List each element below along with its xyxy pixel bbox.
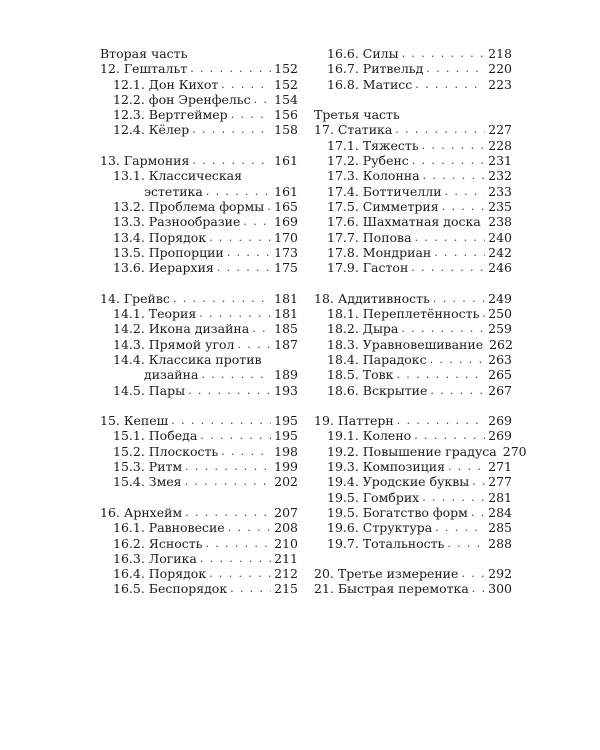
toc-section-entry[interactable]: [314, 428, 512, 443]
dot-leader: [217, 260, 271, 275]
page-number: 161: [274, 183, 298, 199]
dot-leader: [238, 337, 272, 352]
dot-leader: [433, 291, 485, 306]
toc-section-entry[interactable]: [314, 168, 512, 183]
dot-leader: [445, 184, 486, 199]
page-number: 223: [488, 76, 512, 92]
toc-chapter-group: [100, 61, 298, 137]
spacer: [314, 551, 512, 566]
toc-section-entry-continuation[interactable]: [100, 367, 298, 382]
entry-title: 13.5. Пропорции: [113, 244, 224, 260]
dot-leader: [482, 306, 485, 321]
page-number: 271: [488, 459, 512, 475]
page-number: 288: [488, 535, 512, 551]
dot-leader: [209, 230, 271, 245]
toc-section-entry[interactable]: [100, 168, 298, 183]
dot-leader: [412, 153, 485, 168]
entry-title: 17. Статика: [314, 122, 393, 138]
dot-leader: [397, 413, 485, 428]
toc-groups: [100, 61, 298, 596]
dot-leader: [243, 214, 271, 229]
entry-title: 12.1. Дон Кихот: [113, 76, 219, 92]
part-title: Вторая часть: [100, 46, 188, 61]
entry-title: 14.5. Пары: [113, 382, 186, 398]
page-number: 281: [488, 489, 512, 505]
entry-title: 16.8. Матисс: [327, 76, 413, 92]
page-number: 207: [274, 504, 298, 520]
page-number: 212: [274, 566, 298, 582]
toc-left-column: [100, 46, 298, 597]
page-number: 228: [488, 137, 512, 153]
toc-section-entry[interactable]: [314, 138, 512, 153]
entry-title: 15.2. Плоскость: [113, 443, 219, 459]
page-number: 238: [488, 214, 512, 230]
entry-title: 13.4. Порядок: [113, 229, 207, 245]
page-number: 211: [274, 550, 298, 566]
dot-leader: [442, 199, 485, 214]
entry-title: 17.4. Боттичелли: [327, 183, 442, 199]
toc-section-entry[interactable]: [100, 337, 298, 352]
entry-title: 12.4. Кёлер: [113, 122, 190, 138]
part-title: Третья часть: [314, 107, 400, 123]
entry-title: 16. Арнхейм: [100, 504, 183, 520]
dot-leader: [435, 520, 485, 535]
entry-title: 17.2. Рубенс: [327, 153, 409, 169]
toc-groups: [314, 122, 527, 597]
toc-section-entry[interactable]: [314, 199, 512, 214]
toc-section-entry[interactable]: [100, 107, 298, 122]
toc-section-entry[interactable]: [314, 321, 512, 336]
entry-title: 12. Гештальт: [100, 61, 188, 77]
dot-leader: [472, 474, 485, 489]
entry-title: 17.6. Шахматная доска: [327, 214, 481, 230]
toc-section-entry[interactable]: [100, 199, 298, 214]
dot-leader: [228, 520, 271, 535]
entry-title: 18.5. Товк: [327, 367, 394, 383]
spacer: [100, 275, 298, 290]
dot-leader: [254, 92, 272, 107]
dot-leader: [230, 581, 271, 596]
entry-title: 19. Паттерн: [314, 413, 394, 429]
dot-leader: [200, 428, 271, 443]
page-number: 246: [488, 260, 512, 276]
entry-title: 17.3. Колонна: [327, 168, 420, 184]
dot-leader: [430, 383, 485, 398]
dot-leader: [423, 168, 486, 183]
entry-title: 13.1. Классическая: [113, 168, 242, 184]
toc-chapter-group: [100, 505, 298, 597]
dot-leader: [411, 260, 485, 275]
page-number: 169: [274, 214, 298, 230]
page-number: 202: [274, 474, 298, 490]
entry-title: 16.5. Беспорядок: [113, 581, 228, 597]
page-number: 161: [274, 153, 298, 169]
toc-section-entry[interactable]: [100, 428, 298, 443]
entry-title: 19.1. Колено: [327, 428, 412, 444]
entry-title: 13. Гармония: [100, 153, 190, 169]
page-number: 210: [274, 535, 298, 551]
page-number: 269: [488, 428, 512, 444]
dot-leader: [192, 122, 271, 137]
dot-leader: [395, 122, 485, 137]
toc-section-entry[interactable]: [314, 214, 512, 229]
page-number: 249: [488, 290, 512, 306]
page-number: 262: [489, 336, 513, 352]
page-number: 269: [488, 413, 512, 429]
toc-section-entry[interactable]: [314, 61, 512, 76]
entry-title: 16.3. Логика: [113, 550, 197, 566]
entry-title: 16.6. Силы: [327, 46, 399, 61]
entry-title: 12.3. Вертгеймер: [113, 107, 228, 123]
page-number: 198: [274, 443, 298, 459]
toc-section-entry[interactable]: [314, 230, 512, 245]
page-number: 187: [274, 336, 298, 352]
dot-leader: [397, 367, 486, 382]
entry-title: 18.4. Парадокс: [327, 351, 427, 367]
toc-section-entry[interactable]: [314, 505, 512, 520]
dot-leader: [221, 444, 271, 459]
entry-title: 18.2. Дыра: [327, 321, 399, 337]
page-number: 218: [488, 46, 512, 61]
entry-title: 16.7. Ритвельд: [327, 61, 424, 77]
page-number: 263: [488, 351, 512, 367]
dot-leader: [227, 245, 271, 260]
entry-title: 17.1. Тяжесть: [327, 137, 419, 153]
entry-title: 17.8. Мондриан: [327, 244, 432, 260]
entry-title: 15.1. Победа: [113, 428, 198, 444]
toc-section-entry[interactable]: [100, 260, 298, 275]
toc-section-entry[interactable]: [100, 92, 298, 107]
entry-title: 19.5. Гомбрих: [327, 489, 420, 505]
entry-title: 17.5. Симметрия: [327, 198, 439, 214]
toc-section-entry[interactable]: [100, 306, 298, 321]
dot-leader: [461, 566, 485, 581]
page-number: 300: [488, 581, 512, 597]
dot-leader: [426, 61, 485, 76]
page-number: 152: [274, 61, 298, 77]
dot-leader: [447, 536, 485, 551]
page-number: 215: [274, 581, 298, 597]
toc-section-entry[interactable]: [314, 352, 512, 367]
page-number: 284: [488, 504, 512, 520]
page-number: 231: [488, 153, 512, 169]
toc-section-entry[interactable]: [314, 367, 512, 382]
dot-leader: [484, 214, 485, 229]
page-number: 285: [488, 520, 512, 536]
page-number: 227: [488, 122, 512, 138]
spacer: [314, 398, 512, 413]
toc-section-entry[interactable]: [100, 77, 298, 92]
page-number: 235: [488, 198, 512, 214]
toc-chapter-entry[interactable]: [100, 505, 298, 520]
entry-title: 19.7. Тотальность: [327, 535, 445, 551]
toc-chapter-entry[interactable]: [314, 122, 512, 137]
toc-chapter-group: [100, 413, 298, 489]
toc-section-entry[interactable]: [314, 459, 512, 474]
spacer: [314, 275, 512, 290]
toc-chapter-group: [314, 413, 527, 551]
page-number: 259: [488, 321, 512, 337]
entry-title: 19.5. Богатство форм: [327, 504, 468, 520]
entry-title: 15.3. Ритм: [113, 459, 183, 475]
entry-title: 16.1. Равновесие: [113, 520, 225, 536]
toc-chapter-entry[interactable]: [100, 153, 298, 168]
entry-title: 18.1. Переплетённость: [327, 306, 480, 322]
dot-leader: [401, 321, 485, 336]
toc-section-entry[interactable]: [314, 245, 512, 260]
spacer: [314, 92, 512, 107]
dot-leader: [221, 77, 271, 92]
toc-section-entry[interactable]: [100, 245, 298, 260]
dot-leader: [200, 551, 271, 566]
dot-leader: [185, 474, 272, 489]
spacer: [100, 490, 298, 505]
spacer: [100, 138, 298, 153]
page-number: 181: [274, 306, 298, 322]
page-number: 232: [488, 168, 512, 184]
entry-title: 18. Аддитивность: [314, 290, 430, 306]
toc-chapter-entry[interactable]: [314, 581, 512, 596]
dot-leader: [448, 459, 485, 474]
page-number: 193: [274, 382, 298, 398]
toc-section-entry[interactable]: [314, 260, 512, 275]
spacer: [100, 398, 298, 413]
toc-chapter-entry[interactable]: [100, 61, 298, 76]
toc-section-entry[interactable]: [100, 122, 298, 137]
toc-chapter-group: [100, 291, 298, 398]
page-number: 277: [488, 474, 512, 490]
dot-leader: [415, 230, 486, 245]
toc-continued-sections: [314, 46, 512, 92]
toc-section-entry[interactable]: [100, 214, 298, 229]
toc-section-entry[interactable]: [100, 474, 298, 489]
toc-section-entry[interactable]: [100, 230, 298, 245]
toc-section-entry[interactable]: [314, 46, 512, 61]
toc-section-entry[interactable]: [100, 581, 298, 596]
page-number: 152: [274, 76, 298, 92]
entry-title: 17.7. Попова: [327, 229, 412, 245]
dot-leader: [434, 245, 485, 260]
toc-section-entry[interactable]: [100, 383, 298, 398]
page-number: 158: [274, 122, 298, 138]
entry-title: 16.4. Порядок: [113, 566, 207, 582]
entry-title: 19.6. Структура: [327, 520, 433, 536]
entry-title: 13.6. Иерархия: [113, 260, 214, 276]
toc-section-entry[interactable]: [314, 536, 512, 551]
entry-title: 17.9. Гастон: [327, 260, 409, 276]
entry-title: 18.6. Вскрытие: [327, 382, 428, 398]
dot-leader: [199, 306, 271, 321]
dot-leader: [422, 490, 485, 505]
page-number: 199: [274, 459, 298, 475]
toc-chapter-group: [100, 153, 298, 275]
toc-chapter-entry[interactable]: [314, 566, 512, 581]
toc-section-entry[interactable]: [100, 520, 298, 535]
toc-section-entry[interactable]: [100, 352, 298, 367]
page-number: 250: [488, 306, 512, 322]
toc-section-entry[interactable]: [314, 383, 512, 398]
toc-section-entry[interactable]: [314, 306, 512, 321]
toc-chapter-group: [314, 122, 512, 275]
entry-title: 20. Третье измерение: [314, 566, 459, 582]
page-number: 270: [502, 443, 527, 459]
entry-title-continuation: эстетика: [144, 183, 203, 199]
page-number: 267: [488, 382, 512, 398]
dot-leader: [188, 383, 271, 398]
toc-chapter-entry[interactable]: [314, 291, 512, 306]
toc-chapter-group: [314, 291, 512, 398]
dot-leader: [206, 184, 271, 199]
toc-section-entry[interactable]: [100, 459, 298, 474]
dot-leader: [430, 352, 486, 367]
dot-leader: [185, 505, 271, 520]
dot-leader: [231, 107, 271, 122]
toc-chapter-entry[interactable]: [100, 291, 298, 306]
toc-section-entry[interactable]: [314, 443, 527, 459]
dot-leader: [472, 581, 485, 596]
dot-leader: [192, 153, 271, 168]
dot-leader: [471, 505, 485, 520]
entry-title: 19.2. Повышение градуса: [327, 443, 497, 459]
toc-right-column: [314, 46, 527, 597]
toc-section-entry[interactable]: [100, 444, 298, 459]
entry-title: 14.2. Икона дизайна: [113, 321, 250, 337]
entry-title: 13.3. Разнообразие: [113, 214, 241, 230]
toc-section-entry[interactable]: [314, 490, 512, 505]
page-number: 220: [488, 61, 512, 77]
dot-leader: [414, 428, 485, 443]
page-number: 173: [274, 244, 298, 260]
page-number: 154: [274, 91, 298, 107]
dot-leader: [415, 77, 485, 92]
page-number: 195: [274, 413, 298, 429]
dot-leader: [209, 566, 271, 581]
toc-section-entry[interactable]: [100, 551, 298, 566]
page-number: 242: [488, 244, 512, 260]
entry-title: 21. Быстрая перемотка: [314, 581, 469, 597]
entry-title: 14. Грейвс: [100, 290, 170, 306]
page-number: 181: [274, 290, 298, 306]
toc-chapter-entry[interactable]: [100, 413, 298, 428]
page-number: 185: [274, 321, 298, 337]
entry-title: 16.2. Ясность: [113, 535, 203, 551]
toc-section-entry[interactable]: [314, 77, 512, 92]
page-number: 265: [488, 367, 512, 383]
toc-section-entry[interactable]: [100, 566, 298, 581]
dot-leader: [190, 61, 271, 76]
toc-section-entry[interactable]: [314, 520, 512, 535]
entry-title: 14.4. Классика против: [113, 351, 262, 367]
page-number: 156: [274, 107, 298, 123]
page-number: 240: [488, 229, 512, 245]
page-number: 195: [274, 428, 298, 444]
toc-section-entry[interactable]: [100, 536, 298, 551]
toc-section-entry[interactable]: [314, 474, 512, 489]
page-number: 208: [274, 520, 298, 536]
entry-title: 13.2. Проблема формы: [113, 198, 265, 214]
entry-title: 19.3. Композиция: [327, 459, 445, 475]
entry-title: 14.1. Теория: [113, 306, 197, 322]
toc-chapter-group: [314, 566, 512, 597]
entry-title: 18.3. Уравновешивание: [327, 336, 484, 352]
page-number: 189: [274, 367, 298, 383]
entry-title: 15. Кепеш: [100, 413, 169, 429]
page-number: 165: [274, 198, 298, 214]
entry-title-continuation: дизайна: [144, 367, 199, 383]
page-number: 170: [274, 229, 298, 245]
dot-leader: [422, 138, 486, 153]
entry-title: 19.4. Уродские буквы: [327, 474, 470, 490]
page-number: 175: [274, 260, 298, 276]
dot-leader: [171, 413, 271, 428]
page-number: 292: [488, 566, 512, 582]
dot-leader: [402, 46, 486, 61]
toc-section-entry[interactable]: [314, 153, 512, 168]
page-number: 233: [488, 183, 512, 199]
dot-leader: [252, 321, 271, 336]
toc-chapter-entry[interactable]: [314, 413, 512, 428]
toc-section-entry-continuation[interactable]: [100, 184, 298, 199]
entry-title: 14.3. Прямой угол: [113, 336, 235, 352]
toc-section-entry[interactable]: [100, 321, 298, 336]
entry-title: 12.2. фон Эренфельс: [113, 91, 251, 107]
toc-section-entry[interactable]: [314, 337, 512, 352]
dot-leader: [205, 536, 271, 551]
dot-leader: [173, 291, 271, 306]
toc-section-entry[interactable]: [314, 184, 512, 199]
dot-leader: [185, 459, 271, 474]
dot-leader: [267, 199, 271, 214]
entry-title: 15.4. Змея: [113, 474, 182, 490]
dot-leader: [201, 367, 271, 382]
